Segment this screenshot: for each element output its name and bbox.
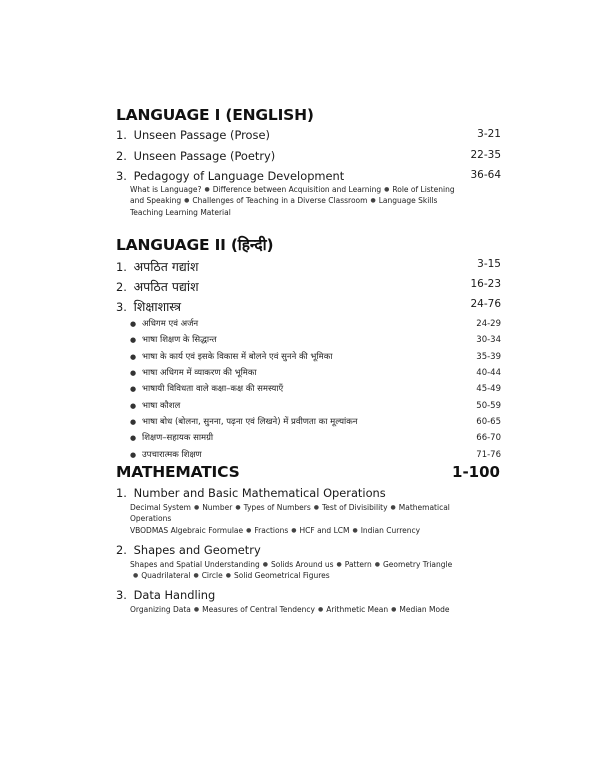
- entry-number: 3.: [116, 300, 127, 314]
- bullet-icon: ●: [130, 369, 137, 377]
- topic: Language Skills: [378, 196, 438, 206]
- page-range: 71-76: [476, 450, 501, 460]
- subtopic-title: उपचारात्मक शिक्षण: [142, 450, 202, 460]
- entry-title: अपठित गद्यांश: [133, 259, 199, 274]
- bullet-icon: ●: [193, 572, 199, 580]
- entry-title: Number and Basic Mathematical Operations: [133, 486, 386, 500]
- subtopic-row[interactable]: [130, 351, 501, 362]
- toc-entry[interactable]: [116, 258, 501, 275]
- topic: Indian Currency: [360, 525, 421, 535]
- topic: Quadrilateral: [141, 571, 191, 581]
- subtopic-row[interactable]: [130, 400, 501, 411]
- topic: Decimal System: [130, 503, 191, 512]
- subtopic-title: अधिगम एवं अर्जन: [142, 319, 199, 329]
- page-range: 24-76: [470, 298, 501, 310]
- entry-title: अपठित पद्यांश: [133, 279, 199, 294]
- bullet-icon: ●: [130, 451, 137, 459]
- subtopic-row[interactable]: [130, 334, 501, 345]
- bullet-icon: ●: [130, 434, 137, 442]
- toc-entry[interactable]: [116, 278, 501, 295]
- page-range: 24-29: [476, 319, 501, 329]
- subtopic-title: भाषायी विविधता वाले कक्षा–कक्ष की समस्याएँ: [142, 384, 284, 394]
- bullet-icon: ●: [193, 504, 200, 511]
- subtopic-row[interactable]: [130, 367, 501, 378]
- section-heading-english: LANGUAGE I (ENGLISH): [116, 106, 314, 124]
- bullet-icon: ●: [133, 572, 139, 580]
- subtopic-row[interactable]: [130, 449, 501, 460]
- subtopic-title: भाषा अधिगम में व्याकरण की भूमिका: [142, 368, 257, 378]
- page-range: 66-70: [476, 433, 501, 443]
- page-range: 40-44: [476, 368, 501, 378]
- topic: Number: [202, 503, 233, 512]
- bullet-icon: ●: [336, 561, 342, 568]
- toc-entry[interactable]: [116, 169, 501, 183]
- topic: Pattern: [344, 560, 372, 569]
- topic: Difference between Acquisition and Learning: [212, 185, 382, 194]
- bullet-icon: ●: [130, 402, 137, 410]
- bullet-icon: ●: [130, 385, 137, 393]
- page-range: 30-34: [476, 335, 501, 345]
- page-range: 3-15: [477, 258, 501, 270]
- topic-list: [130, 559, 470, 582]
- subtopic-title: भाषा के कार्य एवं इसके विकास में बोलने एवं सुनने की भूमिका: [142, 352, 333, 362]
- bullet-icon: ●: [193, 606, 200, 613]
- bullet-icon: ●: [374, 561, 380, 568]
- entry-number: 2.: [116, 149, 127, 163]
- section-heading-mathematics: MATHEMATICS: [116, 463, 240, 481]
- subtopic-title: भाषा बोध (बोलना, सुनना, पढ़ना एवं लिखने) में प्रवीणता का मूल्यांकन: [142, 417, 358, 427]
- topic-list: [130, 604, 490, 615]
- entry-title: Unseen Passage (Poetry): [133, 149, 276, 163]
- section-page-range: 1-100: [452, 463, 500, 481]
- bullet-icon: ●: [204, 186, 210, 193]
- topic-list: [130, 184, 470, 218]
- entry-number: 3.: [116, 169, 127, 183]
- topic: Teaching Learning Material: [130, 207, 231, 217]
- entry-number: 3.: [116, 588, 127, 602]
- bullet-icon: ●: [246, 526, 252, 534]
- subtopic-row[interactable]: [130, 318, 501, 329]
- bullet-icon: ●: [262, 561, 268, 568]
- page-range: 60-65: [476, 417, 501, 427]
- subtopic-row[interactable]: [130, 416, 501, 427]
- entry-title: शिक्षाशास्त्र: [133, 299, 182, 314]
- subtopic-title: भाषा शिक्षण के सिद्धान्त: [142, 335, 217, 345]
- topic: Circle: [201, 571, 223, 581]
- entry-title: Shapes and Geometry: [133, 543, 261, 557]
- bullet-icon: ●: [391, 606, 397, 613]
- page-range: 50-59: [476, 401, 501, 411]
- topic: Solid Geometrical Figures: [234, 571, 330, 581]
- topic-list: [130, 502, 470, 536]
- topic: Arithmetic Mean: [326, 605, 389, 614]
- topic: HCF and LCM: [299, 525, 350, 535]
- bullet-icon: ●: [130, 353, 137, 361]
- toc-entry[interactable]: [116, 543, 501, 557]
- bullet-icon: ●: [235, 504, 241, 511]
- page-range: 35-39: [476, 352, 501, 362]
- subtopic-row[interactable]: [130, 383, 501, 394]
- topic: Solids Around us: [270, 560, 334, 569]
- entry-title: Data Handling: [133, 588, 216, 602]
- entry-number: 1.: [116, 128, 127, 142]
- topic: Challenges of Teaching in a Diverse Classroom: [192, 196, 368, 206]
- entry-title: Unseen Passage (Prose): [133, 128, 270, 142]
- bullet-icon: ●: [130, 418, 137, 426]
- bullet-icon: ●: [130, 320, 137, 328]
- toc-entry[interactable]: [116, 588, 501, 602]
- topic: Test of Divisibility: [322, 503, 388, 512]
- topic: Median Mode: [399, 605, 450, 614]
- topic: Types of Numbers: [243, 503, 311, 512]
- section-heading-hindi: LANGUAGE II (हिन्दी): [116, 236, 274, 254]
- page-range: 3-21: [477, 128, 501, 140]
- topic: Measures of Central Tendency: [202, 605, 315, 614]
- bullet-icon: ●: [317, 606, 324, 613]
- bullet-icon: ●: [291, 526, 297, 534]
- toc-entry[interactable]: [116, 149, 501, 163]
- page-range: 36-64: [470, 169, 501, 181]
- toc-entry[interactable]: [116, 298, 501, 315]
- page-range: 16-23: [470, 278, 501, 290]
- entry-number: 1.: [116, 260, 127, 274]
- entry-number: 2.: [116, 543, 127, 557]
- toc-entry[interactable]: [116, 128, 501, 142]
- entry-title: Pedagogy of Language Development: [133, 169, 345, 183]
- topic: What is Language?: [130, 185, 202, 194]
- bullet-icon: ●: [384, 186, 390, 193]
- topic: Shapes and Spatial Understanding: [130, 560, 260, 569]
- subtopic-title: भाषा कौशल: [142, 401, 181, 411]
- subtopic-row[interactable]: [130, 432, 501, 443]
- bullet-icon: ●: [390, 504, 396, 511]
- bullet-icon: ●: [313, 504, 319, 511]
- entry-number: 2.: [116, 280, 127, 294]
- toc-entry[interactable]: [116, 486, 501, 500]
- entry-number: 1.: [116, 486, 127, 500]
- page-range: 45-49: [476, 384, 501, 394]
- topic: Mathematical Operations: [130, 503, 450, 524]
- bullet-icon: ●: [370, 197, 376, 205]
- bullet-icon: ●: [225, 572, 231, 580]
- topic: VBODMAS Algebraic Formulae: [130, 525, 244, 535]
- bullet-icon: ●: [352, 526, 358, 534]
- topic: Role of Listening and Speaking: [130, 185, 455, 206]
- page-range: 22-35: [470, 149, 501, 161]
- subtopic-title: शिक्षण–सहायक सामग्री: [142, 433, 214, 443]
- topic: Geometry Triangle: [383, 560, 453, 569]
- bullet-icon: ●: [184, 197, 190, 205]
- topic: Fractions: [254, 525, 289, 535]
- topic: Organizing Data: [130, 605, 191, 614]
- bullet-icon: ●: [130, 336, 137, 344]
